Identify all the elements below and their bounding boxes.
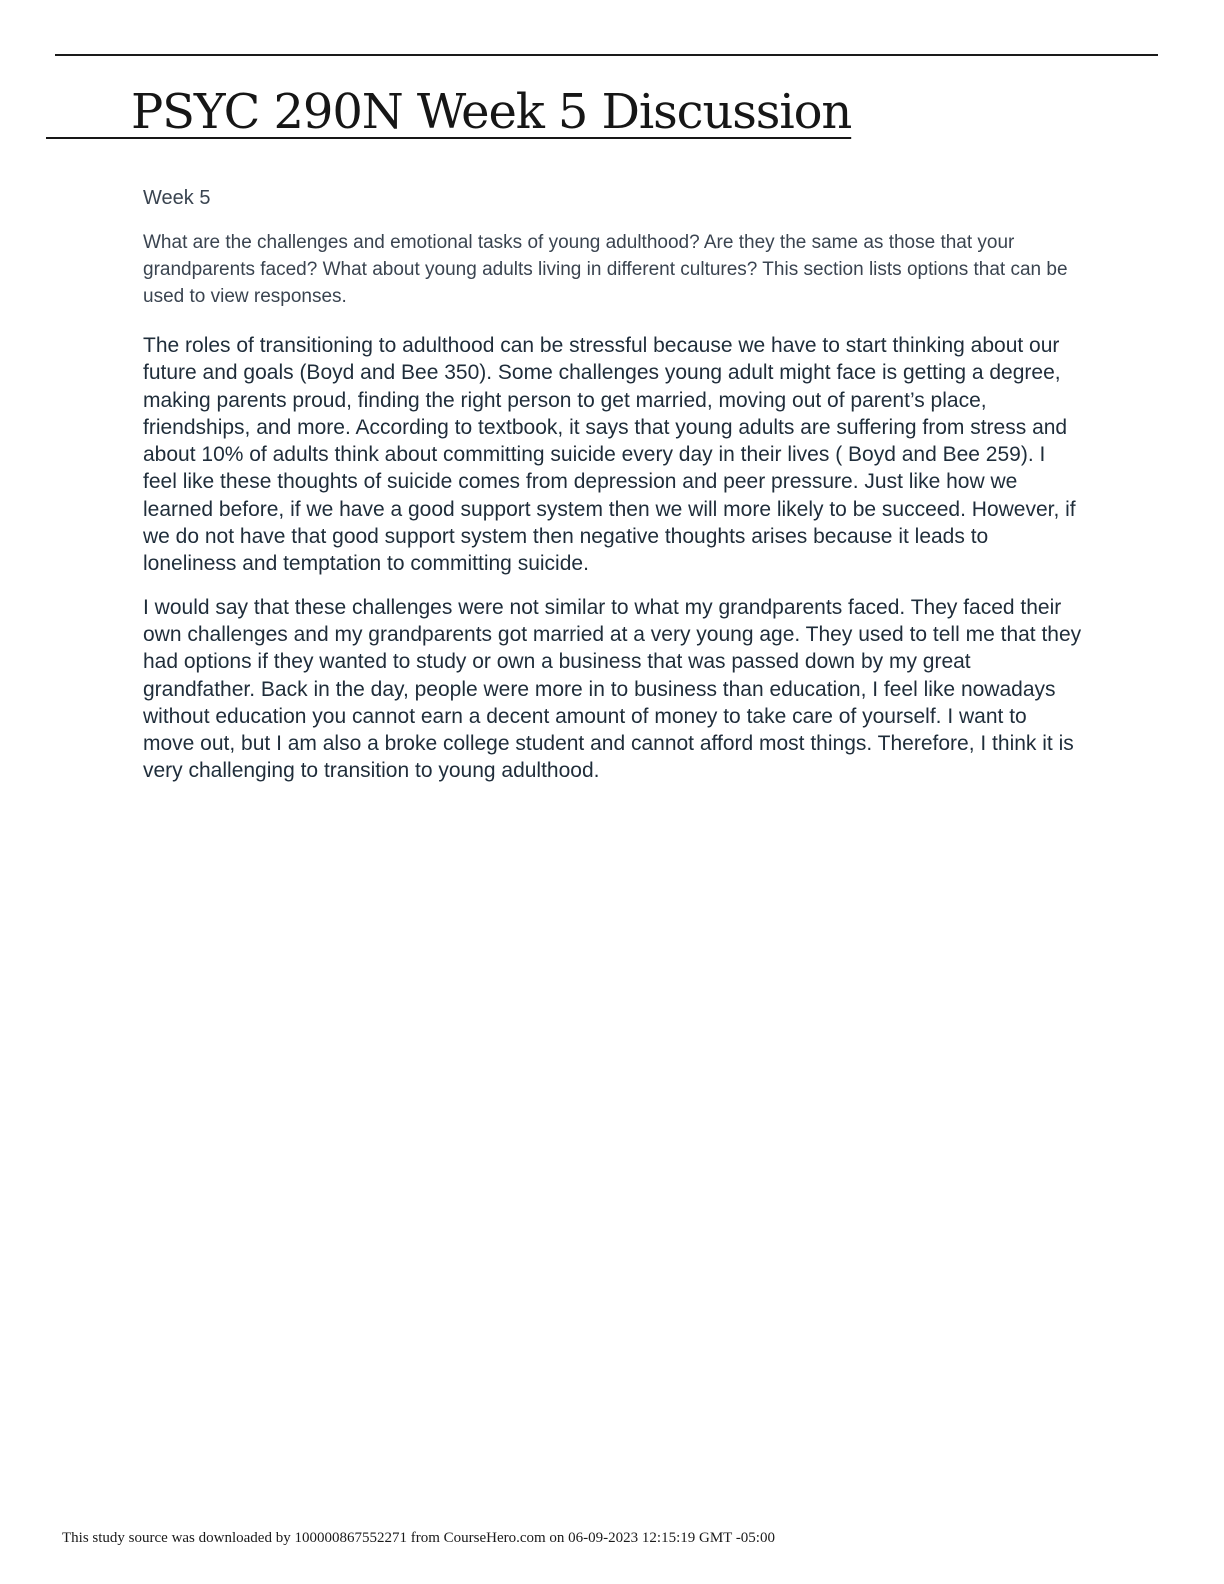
discussion-prompt: What are the challenges and emotional tasks of young adulthood? Are they the same as those that your grandparents faced? What about young adults living in different cultures? This section lists options that can be used to view responses. (143, 232, 1068, 307)
page-title: PSYC 290N Week 5 Discussion (46, 84, 852, 140)
week-label: Week 5 (143, 187, 211, 209)
document-body (143, 183, 1083, 801)
top-rule (55, 54, 1158, 56)
response-paragraph-2: I would say that these challenges were not similar to what my grandparents faced. They faced their own challenges and my grandparents got married at a very young age. They used to tell me that they had options if they wanted to study or own a business that was passed down by my great grandfather. Back in the day, people were more in to business than education, I feel like nowadays without education you cannot earn a decent amount of money to take care of yourself. I want to move out, but I am also a broke college student and cannot afford most things. Therefore, I think it is very challenging to transition to young adulthood. (143, 595, 1082, 783)
response-paragraph-1: The roles of transitioning to adulthood can be stressful because we have to start thinking about our future and goals (Boyd and Bee 350). Some challenges young adult might face is getting a degree, making parents proud, finding the right person to get married, moving out of parent’s place, friendships, and more. According to textbook, it says that young adults are suffering from stress and about 10% of adults think about committing suicide every day in their lives ( Boyd and Bee 259). I feel like these thoughts of suicide comes from depression and peer pressure. Just like how we learned before, if we have a good support system then we will more likely to be succeed. However, if we do not have that good support system then negative thoughts arises because it leads to loneliness and temptation to committing suicide. (143, 334, 1076, 576)
source-footer: This study source was downloaded by 100000867552271 from CourseHero.com on 06-09-2023 12:15:19 GMT -05:00 (62, 1530, 775, 1546)
